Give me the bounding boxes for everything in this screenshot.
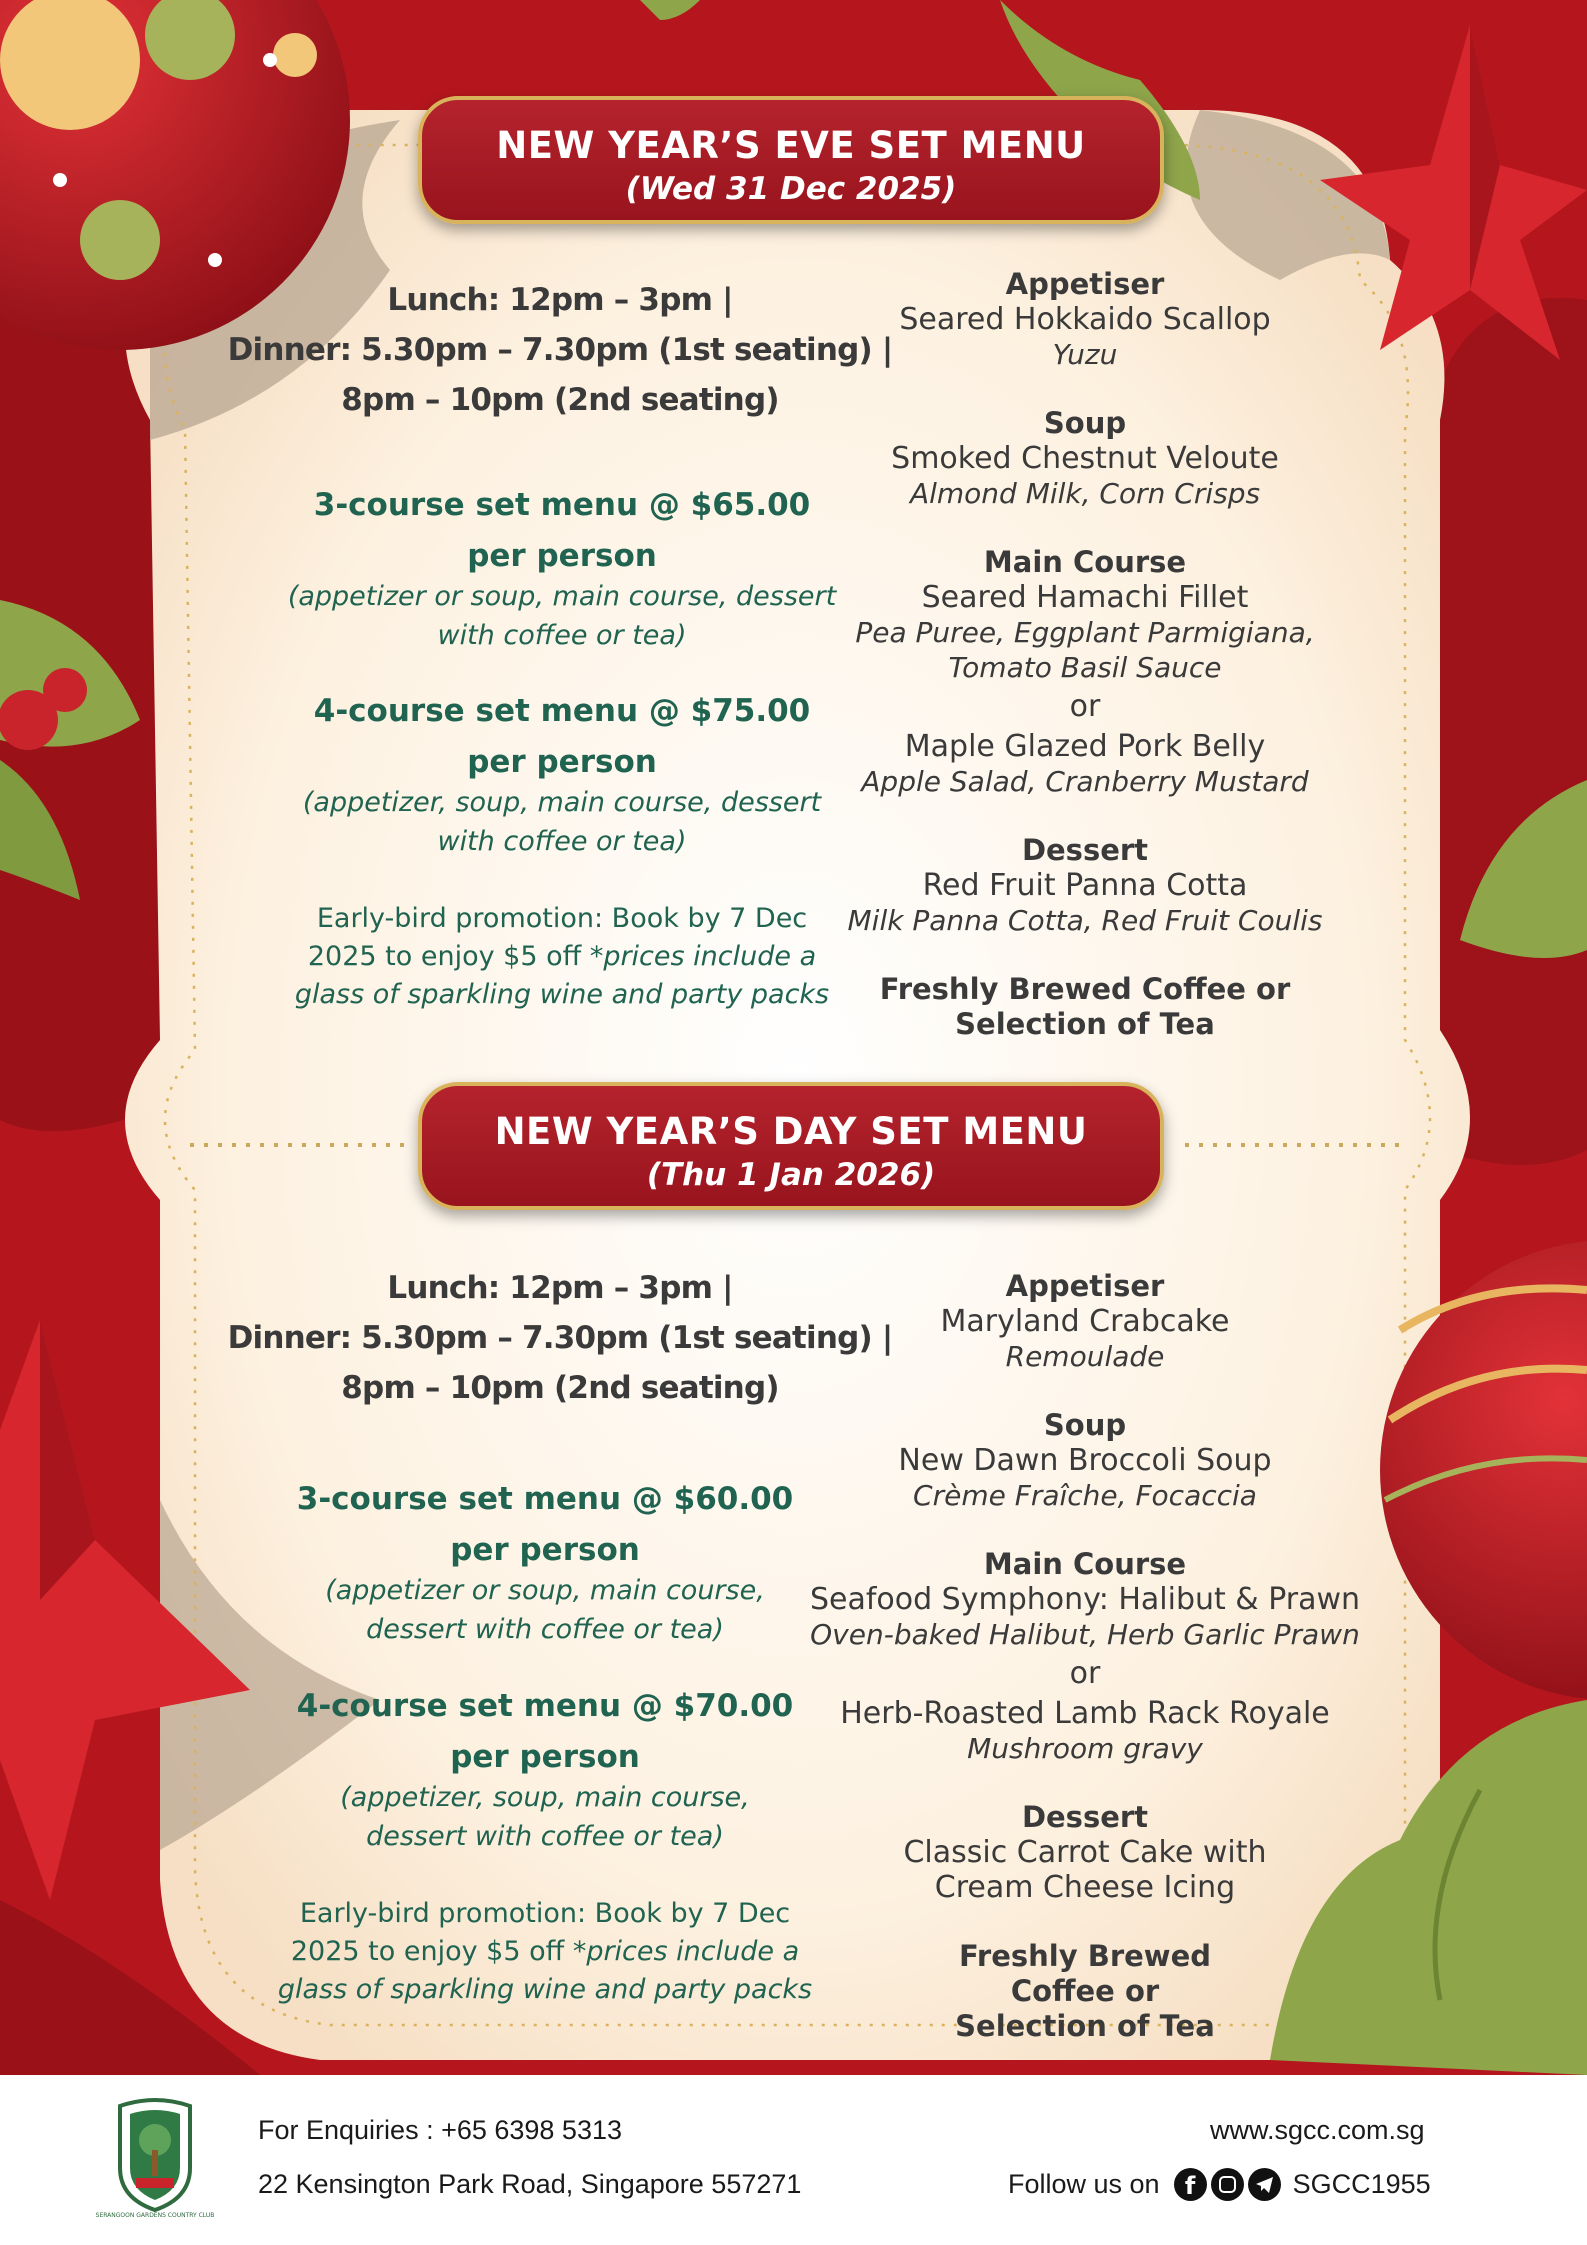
day-price3-line2: per person [450, 1532, 640, 1568]
eve-price4-line2: per person [467, 744, 657, 780]
day-promo-line2b: *prices include a [572, 1936, 800, 1967]
day-menu [800, 1269, 1370, 2044]
day-promo-line3: glass of sparkling wine and party packs [277, 1974, 813, 2005]
eve-promo-line3: glass of sparkling wine and party packs [294, 979, 830, 1010]
eve-price-3course [262, 480, 862, 582]
day-price4-line2: per person [450, 1739, 640, 1775]
eve-main2-dish: Maple Glazed Pork Belly [904, 729, 1266, 764]
day-price-3course [245, 1474, 845, 1576]
eve-title: NEW YEAR’S EVE SET MENU [496, 124, 1086, 167]
footer-enquiries: For Enquiries : +65 6398 5313 [258, 2115, 622, 2145]
eve-note-3course [262, 577, 862, 655]
eve-price-4course [262, 686, 862, 788]
eve-coffee-line2: Selection of Tea [955, 1007, 1215, 1041]
day-appetiser-heading: Appetiser [1005, 1269, 1165, 1303]
footer-handle: SGCC1955 [1292, 2168, 1431, 2199]
day-hours-lunch: Lunch: 12pm – 3pm | [387, 1270, 733, 1306]
eve-promo-line2a: 2025 to enjoy $5 off [307, 941, 590, 972]
instagram-icon[interactable] [1211, 2168, 1244, 2201]
eve-appetiser-sides: Yuzu [1052, 338, 1118, 371]
footer-social [1008, 2165, 1431, 2203]
footer-address: 22 Kensington Park Road, Singapore 557271 [258, 2169, 802, 2199]
telegram-icon[interactable] [1248, 2168, 1281, 2201]
eve-soup-dish: Smoked Chestnut Veloute [891, 441, 1279, 476]
eve-soup-heading: Soup [1043, 406, 1127, 440]
eve-main-heading: Main Course [983, 545, 1187, 579]
day-coffee-line2: Coffee or [1010, 1974, 1160, 2008]
club-logo [95, 2098, 215, 2220]
eve-price3-line1: 3-course set menu @ $65.00 [313, 487, 811, 523]
eve-note3-line2: with coffee or tea) [437, 620, 687, 651]
eve-hours-dinner: Dinner: 5.30pm – 7.30pm (1st seating) | [227, 332, 893, 368]
day-note4-line2: dessert with coffee or tea) [366, 1821, 724, 1852]
eve-main1-sides-1: Pea Puree, Eggplant Parmigiana, [855, 616, 1315, 649]
eve-dessert-sides: Milk Panna Cotta, Red Fruit Coulis [847, 904, 1323, 937]
day-title: NEW YEAR’S DAY SET MENU [494, 1110, 1088, 1153]
day-appetiser-sides: Remoulade [1005, 1340, 1165, 1373]
day-soup-heading: Soup [1043, 1408, 1127, 1442]
day-main2-sides: Mushroom gravy [967, 1732, 1203, 1765]
eve-dessert-heading: Dessert [1021, 833, 1149, 867]
day-promo-line2a: 2025 to enjoy $5 off [290, 1936, 573, 1967]
footer-website[interactable]: www.sgcc.com.sg [1210, 2115, 1425, 2145]
eve-appetiser-heading: Appetiser [1005, 267, 1165, 301]
day-hours-second: 8pm – 10pm (2nd seating) [341, 1370, 779, 1406]
eve-menu [800, 267, 1370, 1042]
day-date: (Thu 1 Jan 2026) [646, 1157, 936, 1193]
eve-banner [418, 96, 1164, 224]
day-soup-sides: Crème Fraîche, Focaccia [913, 1479, 1257, 1512]
day-dessert-dish-2: Cream Cheese Icing [934, 1870, 1236, 1905]
footer [0, 2075, 1587, 2245]
eve-soup-sides: Almond Milk, Corn Crisps [909, 477, 1261, 510]
eve-main2-sides: Apple Salad, Cranberry Mustard [861, 765, 1309, 798]
eve-main-or: or [1069, 689, 1101, 724]
eve-price3-line2: per person [467, 538, 657, 574]
day-dessert-dish-1: Classic Carrot Cake with [903, 1835, 1267, 1870]
eve-dessert-dish: Red Fruit Panna Cotta [922, 868, 1248, 903]
eve-main1-sides-2: Tomato Basil Sauce [948, 651, 1222, 684]
day-note3-line1: (appetizer or soup, main course, [325, 1575, 765, 1606]
day-promo [245, 1895, 845, 2009]
day-coffee-line3: Selection of Tea [955, 2009, 1215, 2043]
eve-promo [262, 900, 862, 1014]
eve-hours-second: 8pm – 10pm (2nd seating) [341, 382, 779, 418]
day-note3-line2: dessert with coffee or tea) [366, 1614, 724, 1645]
eve-coffee-line1: Freshly Brewed Coffee or [879, 972, 1291, 1006]
day-dessert-heading: Dessert [1021, 1800, 1149, 1834]
logo-text: SERANGOON GARDENS COUNTRY CLUB [95, 2212, 215, 2219]
eve-note4-line2: with coffee or tea) [437, 826, 687, 857]
day-main2-dish: Herb-Roasted Lamb Rack Royale [840, 1696, 1330, 1731]
day-price3-line1: 3-course set menu @ $60.00 [296, 1481, 794, 1517]
day-main1-sides: Oven-baked Halibut, Herb Garlic Prawn [810, 1618, 1360, 1651]
day-banner [418, 1082, 1164, 1210]
day-soup-dish: New Dawn Broccoli Soup [898, 1443, 1272, 1478]
day-price-4course [245, 1681, 845, 1783]
eve-note-4course [262, 783, 862, 861]
day-note-4course [245, 1778, 845, 1856]
day-promo-line1: Early-bird promotion: Book by 7 Dec [299, 1898, 791, 1929]
eve-date: (Wed 31 Dec 2025) [625, 171, 957, 207]
day-price4-line1: 4-course set menu @ $70.00 [296, 1688, 794, 1724]
day-note-3course [245, 1571, 845, 1649]
facebook-icon[interactable]: f [1174, 2168, 1207, 2201]
eve-promo-line2b: *prices include a [589, 941, 817, 972]
day-hours-dinner: Dinner: 5.30pm – 7.30pm (1st seating) | [227, 1320, 893, 1356]
eve-price4-line1: 4-course set menu @ $75.00 [313, 693, 811, 729]
eve-note3-line1: (appetizer or soup, main course, dessert [287, 581, 837, 612]
day-coffee-line1: Freshly Brewed [958, 1939, 1212, 1973]
day-main-or: or [1069, 1656, 1101, 1691]
eve-promo-line1: Early-bird promotion: Book by 7 Dec [316, 903, 808, 934]
day-main-heading: Main Course [983, 1547, 1187, 1581]
day-main1-dish: Seafood Symphony: Halibut & Prawn [809, 1582, 1361, 1617]
eve-hours-lunch: Lunch: 12pm – 3pm | [387, 282, 733, 318]
eve-appetiser-dish: Seared Hokkaido Scallop [899, 302, 1271, 337]
day-appetiser-dish: Maryland Crabcake [940, 1304, 1230, 1339]
footer-follow-label: Follow us on [1008, 2168, 1160, 2199]
eve-main1-dish: Seared Hamachi Fillet [921, 580, 1249, 615]
eve-note4-line1: (appetizer, soup, main course, dessert [302, 787, 822, 818]
day-note4-line1: (appetizer, soup, main course, [340, 1782, 750, 1813]
